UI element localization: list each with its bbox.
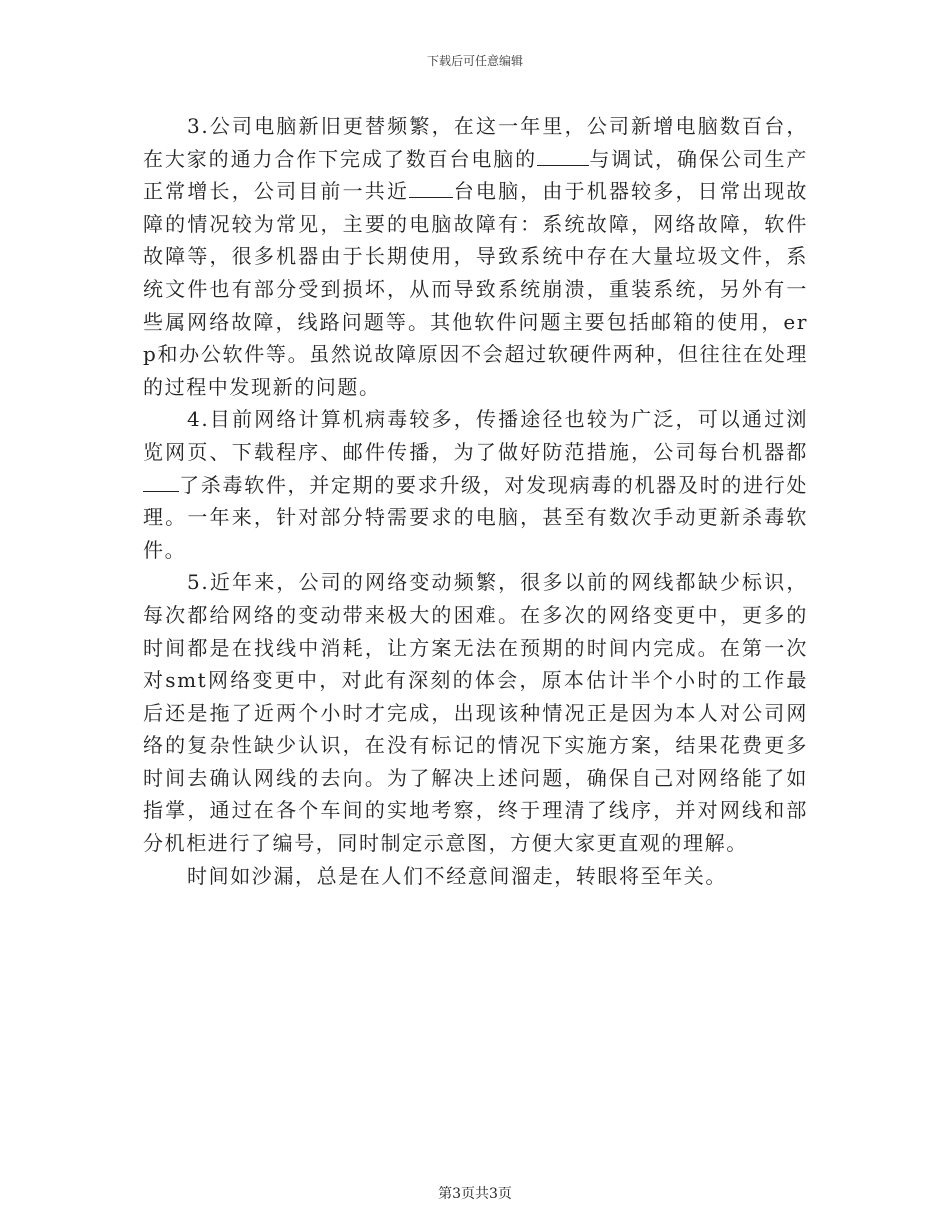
- paragraph-text: 3.公司电脑新旧更替频繁，在这一年里，公司新增电脑数百台，在大家的通力合作下完成了数百台电脑的: [143, 114, 808, 171]
- fill-in-blank: [537, 147, 589, 166]
- paragraph-text: 4.目前网络计算机病毒较多，传播途径也较为广泛，可以通过浏览网页、下载程序、邮件传播，为了做好防范措施，公司每台机器都: [143, 407, 808, 464]
- paragraph-computer-replacement: [143, 110, 808, 403]
- page-number: 第3页共3页: [438, 1186, 512, 1202]
- paragraph-text: 台电脑，由于机器较多，日常出现故障的情况较为常见，主要的电脑故障有：系统故障，网络故障，软件故障等，很多机器由于长期使用，导致系统中存在大量垃圾文件，系统文件也有部分受到损坏，从而导致系统崩溃，重装系统，另外有一些属网络故障，线路问题等。其他软件问题主要包括邮箱的使用，erp和办公软件等。虽然说故障原因不会超过软硬件两种，但往往在处理的过程中发现新的问题。: [143, 179, 808, 399]
- paragraph-text: 时间如沙漏，总是在人们不经意间溜走，转眼将至年关。: [187, 863, 727, 888]
- paragraph-text: 5.近年来，公司的网络变动频繁，很多以前的网线都缺少标识，每次都给网络的变动带来极大的困难。在多次的网络变更中，更多的时间都是在找线中消耗，让方案无法在预期的时间内完成。在第一次对smt网络变更中，对此有深刻的体会，原本估计半个小时的工作最后还是拖了近两个小时才完成，出现该种情况正是因为本人对公司网络的复杂性缺少认识，在没有标记的情况下实施方案，结果花费更多时间去确认网线的去向。为了解决上述问题，确保自己对网络能了如指掌，通过在各个车间的实地考察，终于理清了线序，并对网线和部分机柜进行了编号，同时制定示意图，方便大家更直观的理解。: [143, 570, 808, 856]
- paragraph-network-changes: [143, 566, 808, 859]
- paragraph-text: 了杀毒软件，并定期的要求升级，对发现病毒的机器及时的进行处理。一年来，针对部分特需要求的电脑，甚至有数次手动更新杀毒软件。: [143, 472, 808, 562]
- paragraph-text: 与调试，确保公司生产正常增长，公司目前一共近: [143, 146, 809, 204]
- fill-in-blank: [143, 473, 179, 492]
- page-header: 下载后可任意编辑: [426, 54, 523, 68]
- paragraph-closing: [143, 860, 808, 893]
- paragraph-virus-protection: [143, 403, 808, 566]
- document-body: [143, 110, 808, 892]
- fill-in-blank: [409, 179, 453, 198]
